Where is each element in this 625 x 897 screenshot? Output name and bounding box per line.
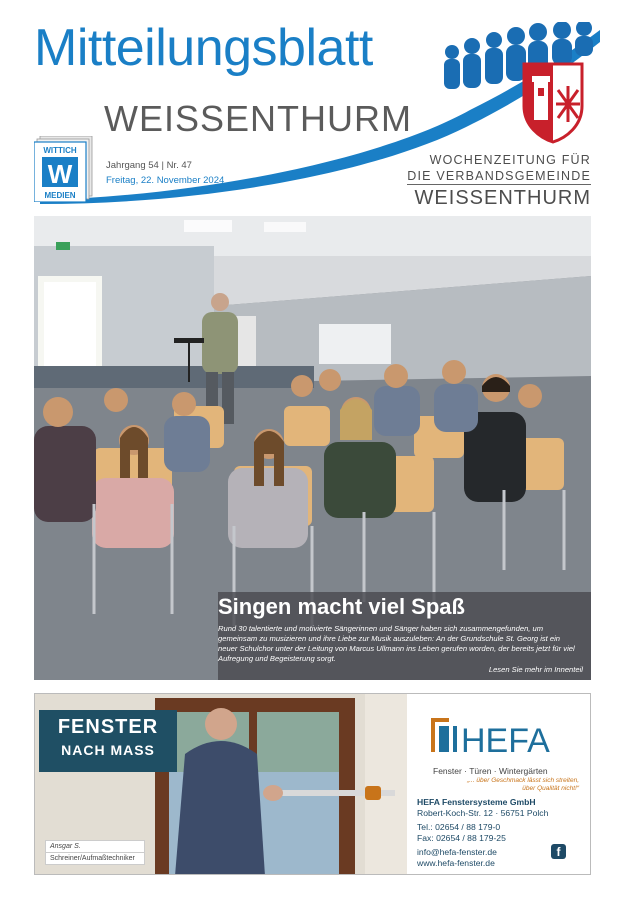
hefa-contact-info — [417, 797, 548, 869]
masthead — [0, 0, 625, 212]
ad-banner-line1: FENSTER — [57, 716, 159, 738]
issue-volume-number: Jahrgang 54 | Nr. 47 — [106, 160, 192, 171]
hefa-slogan — [433, 777, 579, 793]
ad-person-name: Ansgar S. — [46, 841, 144, 853]
tagline-line1: WOCHENZEITUNG FÜR — [429, 153, 591, 167]
ad-photo-window-measure — [35, 694, 407, 875]
ad-person-role: Schreiner/Aufmaßtechniker — [50, 855, 135, 862]
coat-of-arms-icon — [520, 60, 586, 144]
issue-meta — [106, 158, 224, 188]
facebook-icon: f — [551, 844, 566, 859]
hefa-logo — [417, 714, 577, 760]
svg-text:WITTICH: WITTICH — [43, 146, 77, 155]
masthead-tagline — [407, 152, 591, 210]
cover-lead-text: Rund 30 talentierte und motivierte Sängerinnen und Sänger haben sich zusammengefunden, um gemeinsam zu musizieren und ihre Liebe zur Musik auszuleben: An der Grundschule St. Georg ist ein neuer Schulchor unter der Leitung von Marcus Ullmann ins Leben gerufen worden, der bereits jetzt für viel Aufregung und Begeisterung sorgt. — [218, 624, 575, 663]
read-more-note: Lesen Sie mehr im Innenteil — [488, 665, 583, 674]
hefa-fax: Fax: 02654 / 88 179-25 — [417, 832, 506, 843]
wittich-medien-logo — [34, 136, 94, 202]
masthead-subtitle: WEISSENTHURM — [104, 98, 412, 139]
tagline-line2: DIE VERBANDSGEMEINDE — [407, 169, 591, 183]
hefa-advertisement — [34, 693, 591, 875]
masthead-title: Mitteilungsblatt — [34, 19, 373, 77]
hefa-website: www.hefa-fenster.de — [417, 857, 495, 868]
hefa-slogan-line2: über Qualität nicht!“ — [522, 785, 579, 792]
hefa-brand-text: HEFA — [461, 722, 550, 760]
tagline-line3: WEISSENTHURM — [414, 187, 591, 209]
hefa-contact-panel — [411, 694, 591, 875]
cover-headline: Singen macht viel Spaß — [218, 594, 465, 619]
hefa-slogan-line1: „... über Geschmack lässt sich streiten, — [467, 777, 579, 784]
hefa-phone: Tel.: 02654 / 88 179-0 — [417, 822, 501, 833]
hefa-address: Robert-Koch-Str. 12 · 56751 Polch — [417, 807, 549, 818]
issue-date: Freitag, 22. November 2024 — [106, 175, 225, 186]
hefa-email: info@hefa-fenster.de — [417, 847, 497, 858]
ad-banner — [39, 710, 177, 772]
hefa-products: Fenster · Türen · Wintergärten — [433, 766, 548, 776]
ad-person-caption — [45, 840, 145, 865]
svg-text:MEDIEN: MEDIEN — [44, 191, 76, 200]
svg-text:W: W — [47, 159, 73, 189]
hefa-company: HEFA Fenstersysteme GmbH — [417, 797, 536, 807]
cover-photo-choir — [34, 216, 591, 680]
ad-banner-line2: NACH MASS — [61, 742, 155, 758]
